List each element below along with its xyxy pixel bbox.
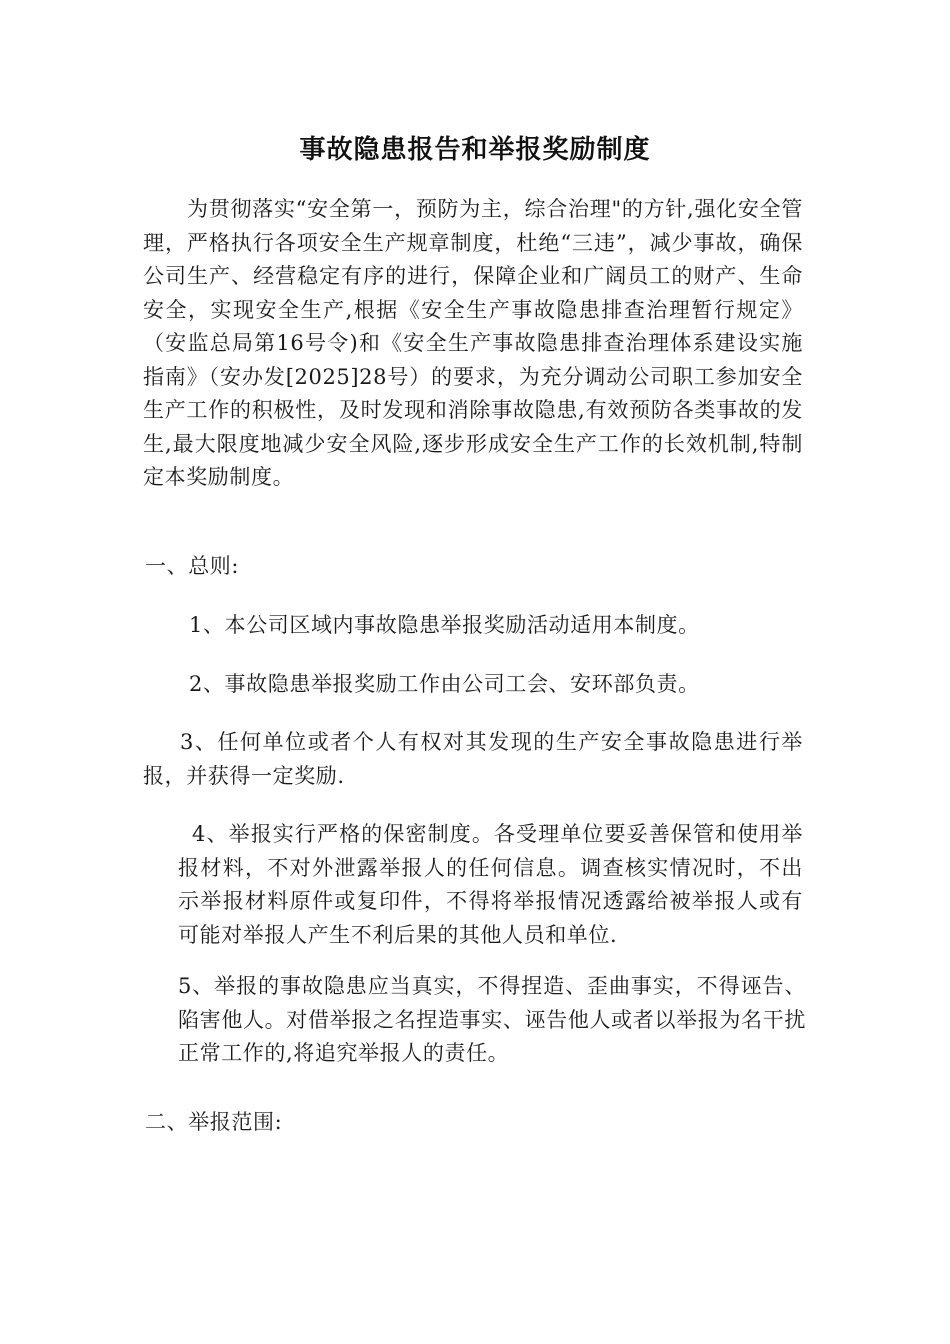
document-title: 事故隐患报告和举报奖励制度 xyxy=(299,135,651,165)
section-heading-general: 一、总则: xyxy=(145,554,240,578)
rule-item-4: 4、举报实行严格的保密制度。各受理单位要妥善保管和使用举报材料，不对外泄露举报人的任何信息。调查核实情况时，不出示举报材料原件或复印件，不得将举报情况透露给被举报人或有可能对举报人产生不利后果的其他人员和单位. xyxy=(178,822,803,947)
rule-item-5: 5、举报的事故隐患应当真实，不得捏造、歪曲事实，不得诬告、陷害他人。对借举报之名捏造事实、诬告他人或者以举报为名干扰正常工作的,将追究举报人的责任。 xyxy=(178,974,806,1065)
rule-item-2: 2、事故隐患举报奖励工作由公司工会、安环部负责。 xyxy=(189,672,700,696)
section-heading-scope: 二、举报范围: xyxy=(145,1110,283,1134)
intro-paragraph: 为贯彻落实“安全第一，预防为主，综合治理"的方针,强化安全管理，严格执行各项安全生产规章制度，杜绝“三违”，减少事故，确保公司生产、经营稳定有序的进行，保障企业和广阔员工的财产、生命安全，实现安全生产,根据《安全生产事故隐患排查治理暂行规定》（安监总局第16号令)和《安全生产事故隐患排查治理体系建设实施指南》（安办发[2025]28号）的要求，为充分调动公司职工参加安全生产工作的积极性，及时发现和消除事故隐患,有效预防各类事故的发生,最大限度地减少安全风险,逐步形成安全生产工作的长效机制,特制定本奖励制度。 xyxy=(143,197,803,489)
rule-item-1: 1、本公司区域内事故隐患举报奖励活动适用本制度。 xyxy=(189,613,700,637)
rule-item-3: 3、任何单位或者个人有权对其发现的生产安全事故隐患进行举报，并获得一定奖励. xyxy=(143,730,803,788)
